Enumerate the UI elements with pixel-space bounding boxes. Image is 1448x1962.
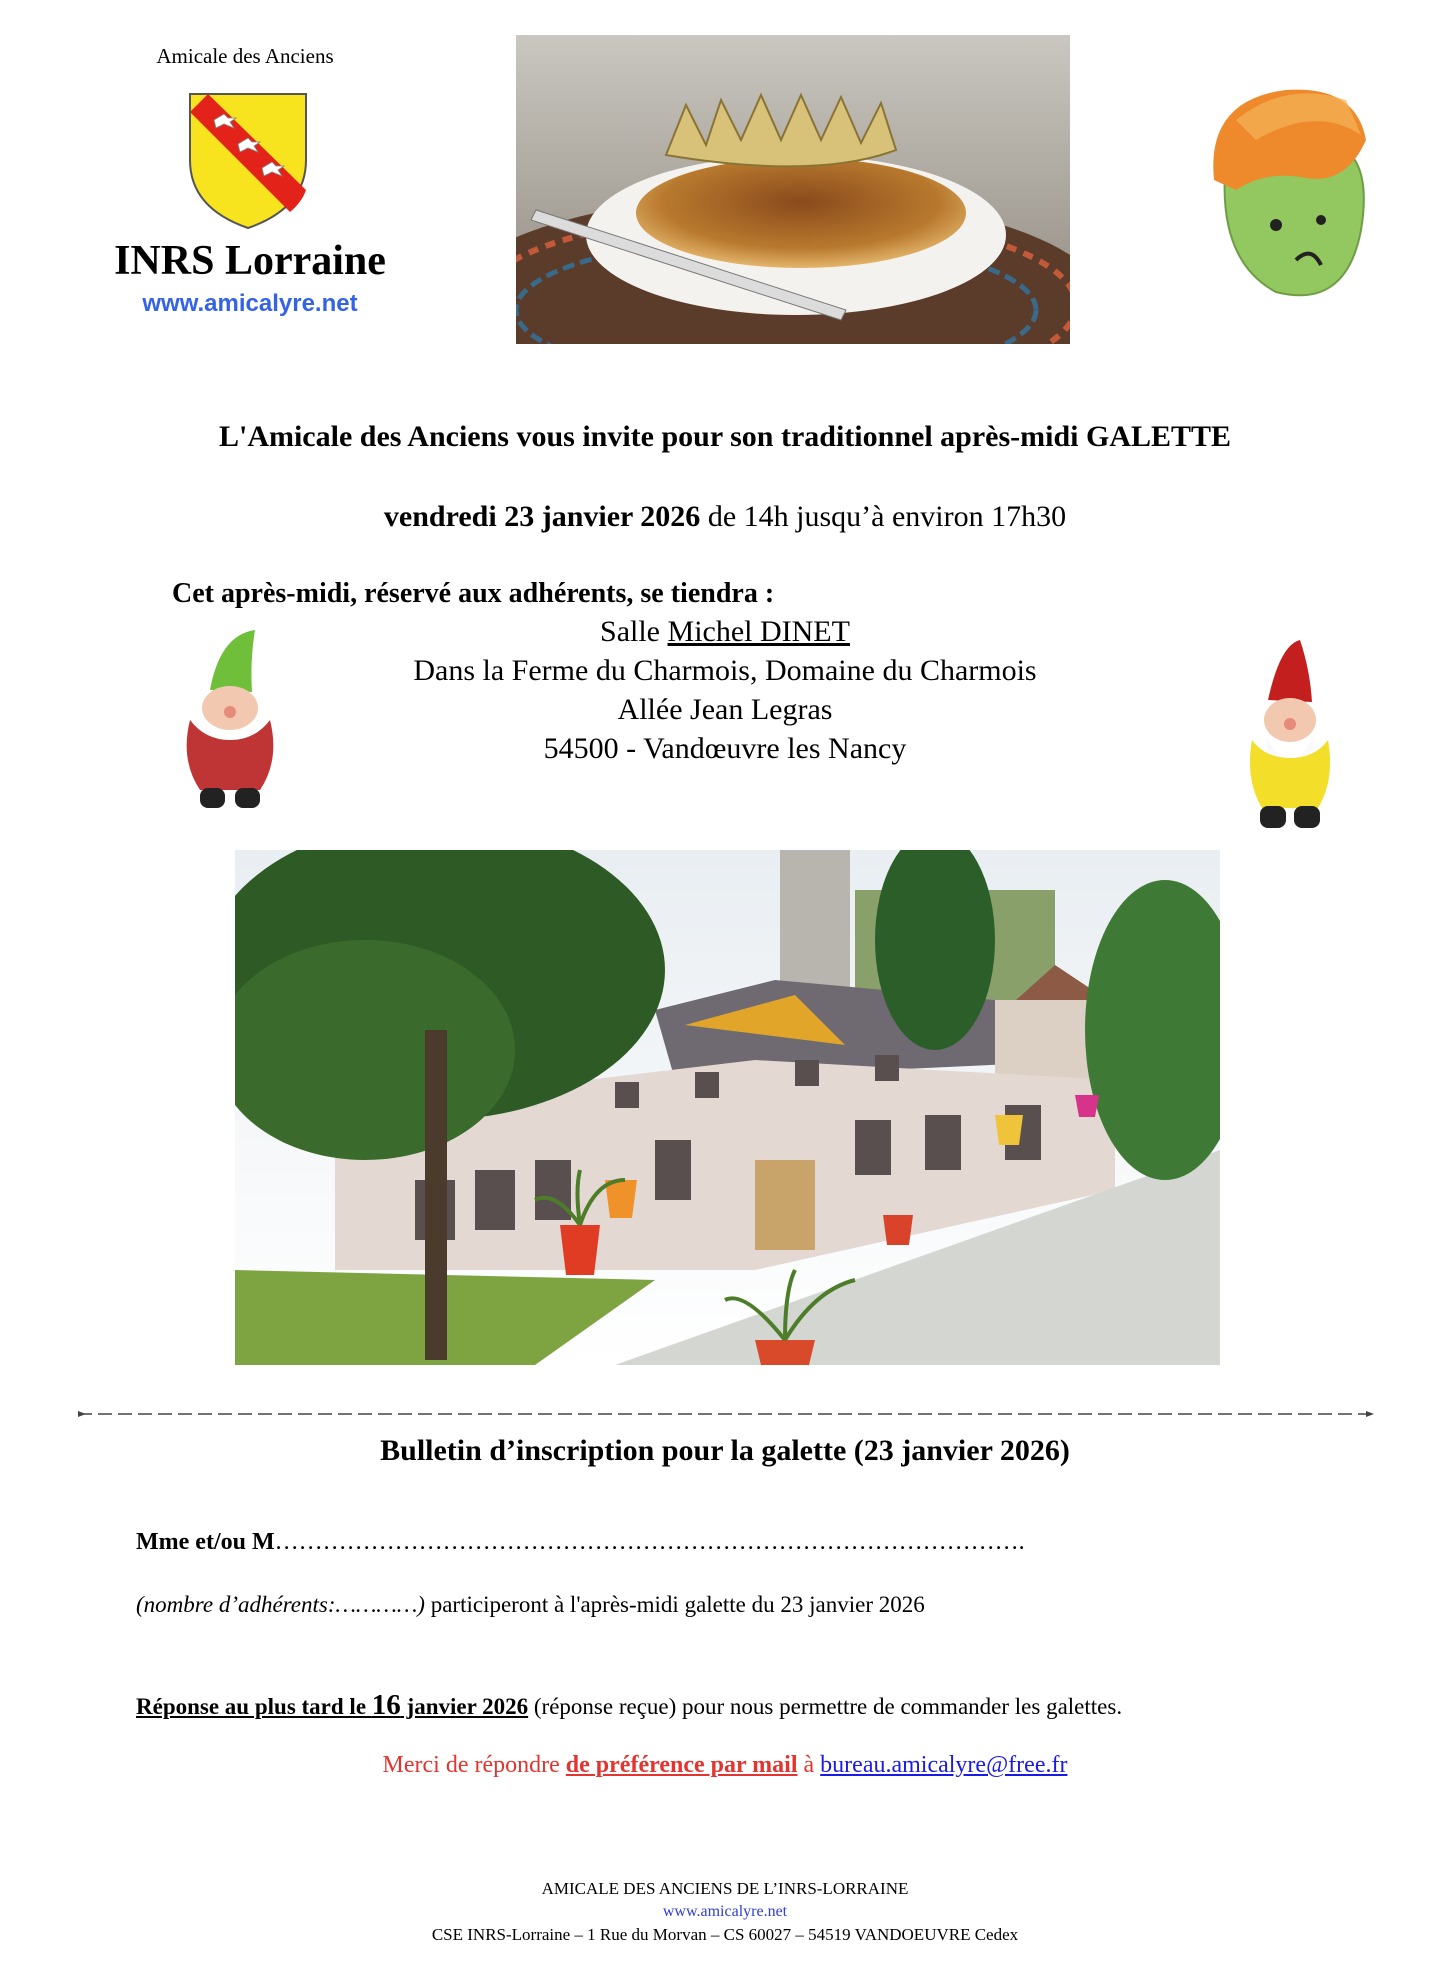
reserved-notice: Cet après-midi, réservé aux adhérents, se tiendra : (172, 578, 775, 609)
footer-address: CSE INRS-Lorraine – 1 Rue du Morvan – CS 60027 – 54519 VANDOEUVRE Cedex (431, 1925, 1019, 1944)
gnome-left-image (180, 630, 280, 816)
venue-place: Dans la Ferme du Charmois, Domaine du Charmois (413, 654, 1037, 687)
venue-prefix: Salle (600, 615, 668, 648)
mail-mid: à (797, 1752, 821, 1778)
gnome-right-image (1240, 640, 1340, 838)
name-field[interactable] (136, 1529, 1336, 1556)
event-date: vendredi 23 janvier 2026 (383, 500, 701, 533)
deadline-prefix: Réponse au plus tard le (136, 1694, 372, 1719)
organization-name: INRS Lorraine (114, 238, 386, 284)
email-link[interactable]: bureau.amicalyre@free.fr (820, 1752, 1068, 1778)
name-label: Mme et/ou M (136, 1529, 275, 1555)
scissors-separator (78, 1408, 1374, 1420)
lorraine-crest-icon (186, 90, 310, 232)
venue-street: Allée Jean Legras (617, 693, 833, 726)
deadline-text: (réponse reçue) pour nous permettre de commander les galettes. (528, 1694, 1123, 1719)
venue-hall (300, 615, 1150, 649)
mail-instruction (80, 1752, 1370, 1779)
deadline-emphasis (136, 1689, 529, 1721)
member-count-line[interactable] (136, 1592, 1336, 1618)
participation-text: participeront à l'après-midi galette du 23 janvier 2026 (424, 1592, 925, 1617)
footer-organization: AMICALE DES ANCIENS DE L’INRS-LORRAINE (541, 1879, 909, 1898)
feve-figurine-image (1196, 60, 1376, 312)
member-count-label: (nombre d’adhérents:…………) (136, 1592, 425, 1617)
deadline-day: 16 (371, 1689, 401, 1721)
galette-photo (516, 35, 1070, 344)
website-link[interactable]: www.amicalyre.net (142, 290, 358, 317)
invitation-headline: L'Amicale des Anciens vous invite pour son traditionnel après-midi GALETTE (218, 420, 1232, 453)
bulletin-title: Bulletin d’inscription pour la galette (23 janvier 2026) (380, 1434, 1070, 1467)
event-date-line (80, 500, 1370, 534)
venue-city: 54500 - Vandœuvre les Nancy (543, 732, 907, 765)
amicale-label: Amicale des Anciens (156, 44, 334, 68)
venue-name: Michel DINET (667, 615, 850, 648)
footer-website-link[interactable]: www.amicalyre.net (662, 1903, 788, 1920)
mail-preference: de préférence par mail (565, 1752, 798, 1778)
ferme-du-charmois-photo (235, 850, 1220, 1365)
name-dots: …………………………………………………………………………………. (274, 1529, 1025, 1555)
deadline-line (136, 1689, 1396, 1722)
event-time: de 14h jusqu’à environ 17h30 (700, 500, 1067, 533)
deadline-month: janvier 2026 (400, 1694, 529, 1719)
mail-prefix: Merci de répondre (382, 1752, 566, 1778)
